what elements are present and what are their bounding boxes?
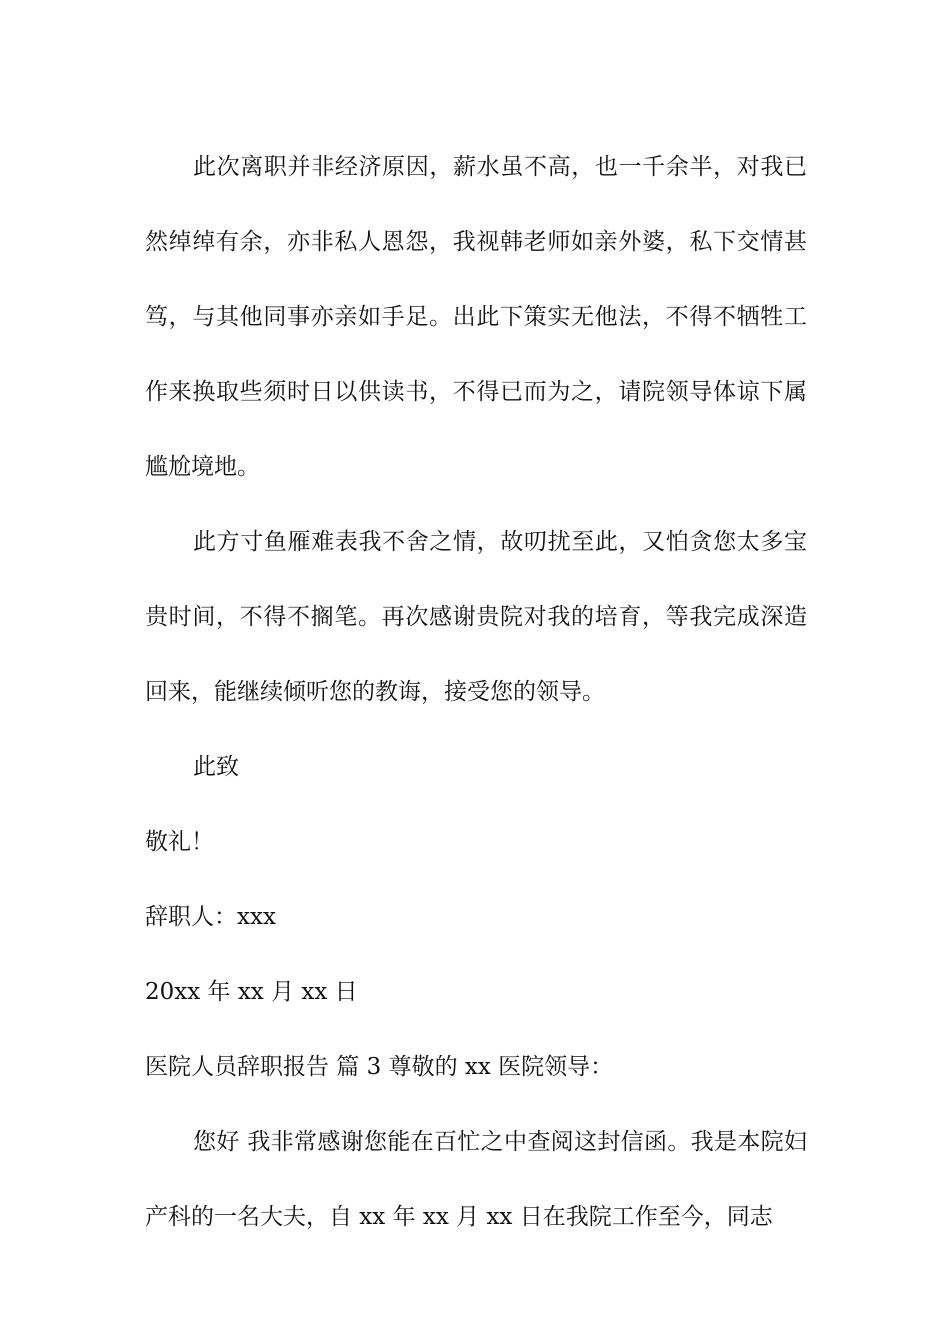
closing-line: 此致 xyxy=(193,754,239,780)
paragraph-greeting: 您好 我非常感谢您能在百忙之中查阅这封信函。我是本院妇产科的一名大夫，自 xx 年 xx 月 xx 日在我院工作至今，同志 xyxy=(145,1129,807,1230)
document-body xyxy=(145,130,807,1255)
paragraph-thanks: 此方寸鱼雁难表我不舍之情，故叨扰至此，又怕贪您太多宝贵时间，不得不搁笔。再次感谢贵院对我的培育，等我完成深造回来，能继续倾听您的教诲，接受您的领导。 xyxy=(145,529,807,705)
section-heading: 医院人员辞职报告 篇 3 尊敬的 xx 医院领导： xyxy=(145,1054,614,1080)
date-line: 20xx 年 xx 月 xx 日 xyxy=(145,979,358,1005)
paragraph-reason: 此次离职并非经济原因，薪水虽不高，也一千余半，对我已然绰绰有余，亦非私人恩怨，我视韩老师如亲外婆，私下交情甚笃，与其他同事亦亲如手足。出此下策实无他法，不得不牺牲工作来换取些须时日以供读书，不得已而为之，请院领导体谅下属尴尬境地。 xyxy=(145,154,807,480)
signer-line: 辞职人：xxx xyxy=(145,904,276,930)
salute-line: 敬礼！ xyxy=(145,829,214,855)
